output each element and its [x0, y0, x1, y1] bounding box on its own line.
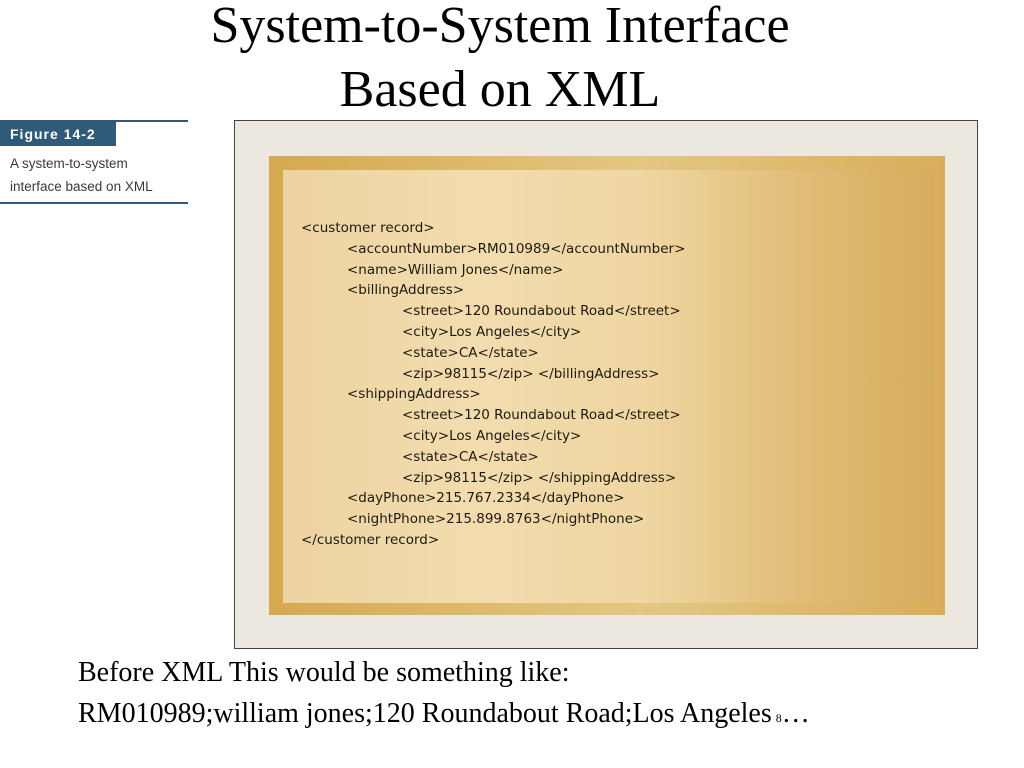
- slide-title-line-2: Based on XML: [339, 61, 661, 118]
- xml-panel-border: [269, 156, 945, 615]
- footer-line-2: [78, 693, 810, 739]
- figure-label: Figure 14-2: [0, 122, 116, 146]
- xml-line: <name>William Jones</name>: [347, 261, 564, 278]
- xml-line: </customer record>: [301, 531, 440, 548]
- xml-panel: [283, 170, 935, 603]
- footer-line-1: Before XML This would be something like:: [78, 657, 570, 688]
- figure-caption-line-2: interface based on XML: [10, 179, 153, 194]
- footer-ellipsis: …: [781, 698, 810, 729]
- xml-code-block: [301, 218, 685, 551]
- xml-line: <billingAddress>: [347, 282, 465, 299]
- figure-caption-block: [0, 120, 188, 204]
- xml-line: <zip>98115</zip> </shippingAddress>: [402, 469, 677, 486]
- figure-caption-divider: [0, 202, 188, 204]
- xml-line: <shippingAddress>: [347, 386, 481, 403]
- slide-title: [0, 0, 1000, 122]
- footer-line-2-text: RM010989;william jones;120 Roundabout Road;Los Angeles: [78, 698, 772, 729]
- xml-line: <city>Los Angeles</city>: [402, 427, 582, 444]
- figure-label-bar: [0, 120, 188, 146]
- figure-caption: [0, 146, 180, 202]
- figure-image: [234, 120, 978, 649]
- xml-line: <street>120 Roundabout Road</street>: [402, 303, 681, 320]
- footer-text: [78, 652, 810, 739]
- xml-line: <dayPhone>215.767.2334</dayPhone>: [347, 490, 625, 507]
- figure-caption-line-1: A system-to-system: [10, 156, 128, 171]
- slide-title-line-1: System-to-System Interface: [210, 0, 790, 54]
- xml-line: <street>120 Roundabout Road</street>: [402, 407, 681, 424]
- page-number: 8: [775, 711, 782, 725]
- xml-line: <customer record>: [301, 220, 435, 236]
- xml-line: <nightPhone>215.899.8763</nightPhone>: [347, 511, 645, 528]
- xml-line: <state>CA</state>: [402, 344, 539, 361]
- xml-line: <state>CA</state>: [402, 448, 539, 465]
- xml-line: <accountNumber>RM010989</accountNumber>: [347, 240, 686, 257]
- xml-line: <city>Los Angeles</city>: [402, 323, 582, 340]
- xml-line: <zip>98115</zip> </billingAddress>: [402, 365, 660, 382]
